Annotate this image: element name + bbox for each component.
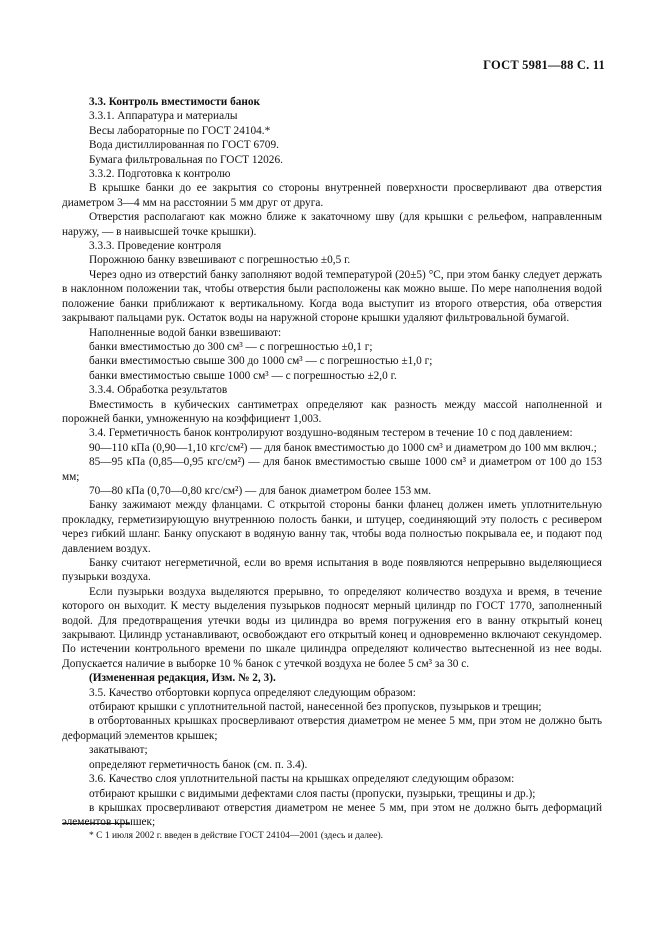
paragraph: 85—95 кПа (0,85—0,95 кгс/см²) — для банок вместимостью свыше 1000 см³ и диаметром от 100 до 153 мм; <box>62 456 602 483</box>
paragraph: закатывают; <box>89 744 148 757</box>
paragraph: Бумага фильтровальная по ГОСТ 12026. <box>89 153 283 166</box>
paragraph: Отверстия располагают как можно ближе к закаточному шву (для крышки с рельефом, направленным наружу, — в наивысшей точке крышки). <box>62 211 602 238</box>
paragraph: Весы лабораторные по ГОСТ 24104.* <box>89 124 271 137</box>
paragraph: Банку зажимают между фланцами. С открытой стороны банки фланец должен иметь уплотнительную прокладку, герметизирующую внутреннюю полость банки, и штуцер, соединяющий эту полость с ресивером через гибкий шланг. Банку опускают в водяную ванну так, чтобы вода полностью покрывала ее, и подают под давлением воздух. <box>62 499 602 555</box>
paragraph: отбирают крышки с уплотнительной пастой, нанесенной без пропусков, пузырьков и трещин; <box>89 701 542 714</box>
paragraph: Банку считают негерметичной, если во время испытания в воде появляются непрерывно выделяющиеся пузырьки воздуха. <box>62 557 602 584</box>
footnote: * С 1 июля 2002 г. введен в действие ГОСТ 24104—2001 (здесь и далее). <box>89 831 384 841</box>
page-header: ГОСТ 5981—88 С. 11 <box>483 58 605 72</box>
paragraph: В крышке банки до ее закрытия со стороны внутренней поверхности просверливают два отверстия диаметром 3—4 мм на расстоянии 5 мм друг от друга. <box>62 182 602 209</box>
paragraph: 70—80 кПа (0,70—0,80 кгс/см²) — для банок диаметром более 153 мм. <box>89 484 432 497</box>
paragraph: 3.3.4. Обработка результатов <box>89 384 228 397</box>
paragraph: Если пузырьки воздуха выделяются прерывно, то определяют количество воздуха и время, в течение которого он выходит. К месту выделения пузырьков подносят мерный цилиндр по ГОСТ 1770, заполненный водой. Для предотвращения утечки воды из цилиндра во время погружения его в ванну открытый конец закрывают. Цилиндр устанавливают, освобождают его открытый конец и одновременно включают секундомер. По истечении контрольного времени по шкале цилиндра определяют количество вытесненной из нее воды. Допускается наличие в выборке 10 % банок с утечкой воздуха не более 5 см³ за 30 с. <box>62 585 602 670</box>
paragraph: 3.3.2. Подготовка к контролю <box>89 168 231 181</box>
document-body <box>62 95 602 830</box>
paragraph: Вместимость в кубических сантиметрах определяют как разность между массой наполненной и порожней банки, умноженную на коэффициент 1,003. <box>62 398 602 425</box>
footnote-divider <box>62 823 130 824</box>
paragraph: Наполненные водой банки взвешивают: <box>89 326 282 339</box>
amendment-note: (Измененная редакция, Изм. № 2, 3). <box>89 672 276 685</box>
section-heading-3-3: 3.3. Контроль вместимости банок <box>89 96 261 108</box>
paragraph: банки вместимостью до 300 см³ — с погрешностью ±0,1 г; <box>89 340 373 353</box>
paragraph: 3.3.1. Аппаратура и материалы <box>89 110 238 123</box>
paragraph: 3.6. Качество слоя уплотнительной пасты на крышках определяют следующим образом: <box>89 773 515 786</box>
paragraph: Порожнюю банку взвешивают с погрешностью ±0,5 г. <box>89 254 351 267</box>
paragraph: Вода дистиллированная по ГОСТ 6709. <box>89 139 279 152</box>
paragraph: 3.3.3. Проведение контроля <box>89 240 222 253</box>
paragraph: в крышках просверливают отверстия диаметром не менее 5 мм, при этом не должно быть деформаций элементов крышек; <box>62 801 602 829</box>
paragraph: Через одно из отверстий банку заполняют водой температурой (20±5) °С, при этом банку следует держать в наклонном положении так, чтобы отверстия были расположены как можно выше. По мере наполнения водой положение банки приближают к вертикальному. Когда вода выступит из второго отверстия, оба отверстия закрывают пальцами рук. Остаток воды на наружной стороне крышки удаляют фильтровальной бумагой. <box>62 268 602 325</box>
paragraph: в отбортованных крышках просверливают отверстия диаметром не менее 5 мм, при этом не должно быть деформаций элементов крышек; <box>62 715 602 742</box>
paragraph: отбирают крышки с видимыми дефектами слоя пасты (пропуски, пузырьки, трещины и др.); <box>89 787 536 800</box>
paragraph: банки вместимостью свыше 1000 см³ — с погрешностью ±2,0 г. <box>89 369 397 382</box>
paragraph: определяют герметичность банок (см. п. 3.4). <box>89 758 308 771</box>
paragraph: 3.4. Герметичность банок контролируют воздушно-водяным тестером в течение 10 с под давлением: <box>89 427 573 440</box>
paragraph: 3.5. Качество отбортовки корпуса определяют следующим образом: <box>89 686 416 699</box>
paragraph: 90—110 кПа (0,90—1,10 кгс/см²) — для банок вместимостью до 1000 см³ и диаметром до 100 мм включ.; <box>89 441 597 454</box>
paragraph: банки вместимостью свыше 300 до 1000 см³ — с погрешностью ±1,0 г; <box>89 355 433 368</box>
